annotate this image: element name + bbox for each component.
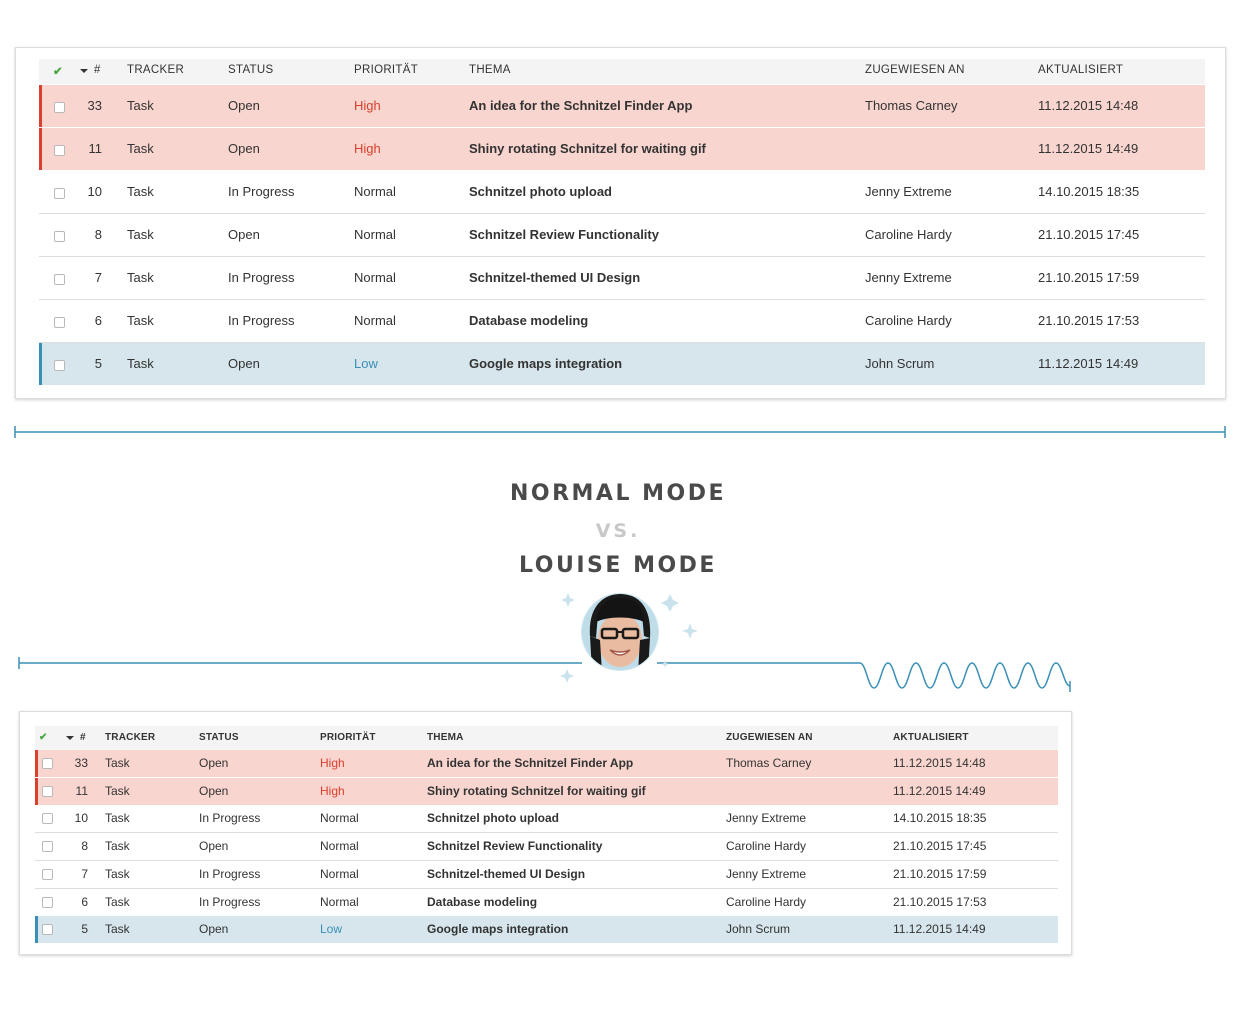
table-row[interactable] bbox=[35, 833, 1058, 861]
issue-tracker: Task bbox=[105, 783, 130, 798]
column-header-status[interactable]: STATUS bbox=[199, 732, 239, 743]
issue-tracker: Task bbox=[105, 811, 130, 826]
issue-updated: 21.10.2015 17:53 bbox=[893, 894, 987, 909]
issue-status: In Progress bbox=[228, 270, 295, 285]
normal-mode-heading: NORMAL MODE bbox=[509, 481, 727, 506]
louise-avatar bbox=[580, 592, 660, 672]
issue-number[interactable]: 5 bbox=[81, 922, 88, 937]
issue-assignee[interactable]: John Scrum bbox=[726, 922, 791, 937]
issue-status: In Progress bbox=[199, 866, 261, 881]
issue-number[interactable]: 8 bbox=[81, 839, 88, 854]
select-all-check-icon[interactable]: ✔ bbox=[39, 732, 48, 743]
issue-assignee[interactable]: Caroline Hardy bbox=[865, 313, 952, 328]
row-checkbox[interactable] bbox=[42, 869, 53, 880]
issue-assignee[interactable]: Jenny Extreme bbox=[726, 811, 807, 826]
issue-assignee[interactable]: Jenny Extreme bbox=[865, 184, 952, 199]
table-row[interactable] bbox=[35, 750, 1058, 777]
table-header bbox=[35, 726, 1058, 750]
issue-priority: Normal bbox=[320, 894, 359, 909]
priority-bar bbox=[35, 778, 38, 805]
column-header-status[interactable]: STATUS bbox=[228, 64, 274, 76]
issue-number[interactable]: 6 bbox=[94, 313, 102, 328]
issue-number[interactable]: 10 bbox=[74, 811, 88, 826]
issue-assignee[interactable]: Caroline Hardy bbox=[726, 894, 807, 909]
issue-updated: 14.10.2015 18:35 bbox=[1038, 184, 1140, 199]
issue-tracker: Task bbox=[127, 141, 154, 156]
issue-priority: High bbox=[320, 783, 345, 798]
row-checkbox[interactable] bbox=[42, 758, 53, 769]
row-checkbox[interactable] bbox=[42, 841, 53, 852]
issue-status: Open bbox=[199, 756, 229, 770]
column-header-priority[interactable]: PRIORITÄT bbox=[354, 64, 419, 76]
issue-status: Open bbox=[199, 839, 229, 854]
issue-subject[interactable]: Schnitzel photo upload bbox=[469, 184, 612, 199]
issue-subject[interactable]: An idea for the Schnitzel Finder App bbox=[469, 98, 693, 113]
issue-number[interactable]: 8 bbox=[94, 227, 102, 242]
issue-tracker: Task bbox=[105, 866, 130, 881]
issue-subject[interactable]: Shiny rotating Schnitzel for waiting gif bbox=[427, 783, 646, 798]
issue-subject[interactable]: Google maps integration bbox=[469, 356, 623, 371]
issue-subject[interactable]: Schnitzel photo upload bbox=[427, 811, 559, 826]
issue-tracker: Task bbox=[127, 98, 154, 113]
issue-status: In Progress bbox=[199, 811, 261, 826]
issue-status: In Progress bbox=[228, 184, 295, 199]
issue-priority: High bbox=[320, 756, 345, 770]
issue-subject[interactable]: Schnitzel Review Functionality bbox=[427, 839, 603, 854]
column-header-subject[interactable]: THEMA bbox=[469, 64, 511, 76]
column-header-number[interactable]: # bbox=[94, 64, 101, 76]
row-checkbox[interactable] bbox=[42, 813, 53, 824]
table-row[interactable] bbox=[35, 889, 1058, 917]
issue-updated: 11.12.2015 14:49 bbox=[1038, 141, 1139, 156]
issue-tracker: Task bbox=[127, 356, 154, 371]
issue-priority: Normal bbox=[354, 184, 396, 199]
issue-number[interactable]: 7 bbox=[94, 270, 102, 285]
issue-priority: Normal bbox=[320, 811, 359, 826]
issue-assignee[interactable]: Thomas Carney bbox=[726, 756, 812, 770]
issue-number[interactable]: 5 bbox=[94, 356, 102, 371]
issue-priority: High bbox=[354, 98, 381, 113]
column-header-subject[interactable]: THEMA bbox=[427, 732, 464, 743]
issue-updated: 21.10.2015 17:59 bbox=[893, 866, 987, 881]
issue-tracker: Task bbox=[127, 270, 154, 285]
issue-subject[interactable]: Schnitzel-themed UI Design bbox=[427, 866, 586, 881]
column-header-priority[interactable]: PRIORITÄT bbox=[320, 732, 376, 743]
issue-updated: 21.10.2015 17:45 bbox=[893, 839, 987, 854]
issue-status: Open bbox=[199, 922, 229, 937]
issue-tracker: Task bbox=[127, 313, 154, 328]
issue-updated: 11.12.2015 14:49 bbox=[893, 783, 986, 798]
issue-updated: 11.12.2015 14:49 bbox=[893, 922, 986, 937]
issue-number[interactable]: 7 bbox=[81, 866, 88, 881]
wave-line bbox=[860, 663, 1070, 688]
issue-priority: Normal bbox=[354, 270, 396, 285]
vs-label: VS. bbox=[595, 520, 641, 542]
issue-subject[interactable]: Schnitzel Review Functionality bbox=[469, 227, 659, 242]
issue-number[interactable]: 11 bbox=[75, 783, 88, 798]
issue-assignee[interactable]: Thomas Carney bbox=[865, 98, 958, 113]
issue-number[interactable]: 11 bbox=[88, 141, 102, 156]
issue-priority: High bbox=[354, 141, 381, 156]
issue-status: In Progress bbox=[199, 894, 261, 909]
table-row[interactable] bbox=[35, 805, 1058, 833]
issue-subject[interactable]: Google maps integration bbox=[427, 922, 569, 937]
issue-status: Open bbox=[199, 783, 229, 798]
column-header-assignee[interactable]: ZUGEWIESEN AN bbox=[726, 732, 813, 743]
issue-updated: 11.12.2015 14:48 bbox=[1038, 98, 1139, 113]
issue-tracker: Task bbox=[127, 227, 154, 242]
row-checkbox[interactable] bbox=[42, 786, 53, 797]
issue-subject[interactable]: An idea for the Schnitzel Finder App bbox=[427, 756, 634, 770]
louise-mode-heading: LOUISE MODE bbox=[519, 553, 717, 578]
issue-priority: Normal bbox=[320, 839, 359, 854]
issue-priority: Normal bbox=[354, 313, 396, 328]
issue-status: Open bbox=[228, 227, 260, 242]
row-checkbox[interactable] bbox=[42, 924, 53, 935]
column-header-tracker[interactable]: TRACKER bbox=[127, 64, 185, 76]
issue-status: Open bbox=[228, 98, 260, 113]
issue-tracker: Task bbox=[105, 756, 130, 770]
issue-status: Open bbox=[228, 141, 260, 156]
select-all-check-icon[interactable]: ✔ bbox=[53, 66, 63, 78]
issue-subject[interactable]: Database modeling bbox=[469, 313, 589, 328]
issue-number[interactable]: 33 bbox=[87, 98, 102, 113]
issue-updated: 11.12.2015 14:49 bbox=[1038, 356, 1139, 371]
issue-status: Open bbox=[228, 356, 260, 371]
table-row[interactable] bbox=[35, 778, 1058, 805]
issue-assignee[interactable]: Caroline Hardy bbox=[726, 839, 807, 854]
issue-assignee[interactable]: Jenny Extreme bbox=[865, 270, 952, 285]
issue-assignee[interactable]: Caroline Hardy bbox=[865, 227, 952, 242]
normal-mode-divider bbox=[0, 0, 1236, 450]
table-row[interactable] bbox=[35, 916, 1058, 943]
column-header-number[interactable]: # bbox=[80, 732, 86, 743]
issue-status: In Progress bbox=[228, 313, 295, 328]
issue-updated: 21.10.2015 17:59 bbox=[1038, 270, 1140, 285]
issue-priority: Normal bbox=[354, 227, 396, 242]
issue-number[interactable]: 33 bbox=[74, 756, 88, 770]
priority-bar bbox=[35, 750, 38, 777]
issue-number[interactable]: 10 bbox=[87, 184, 102, 199]
column-header-updated[interactable]: AKTUALISIERT bbox=[893, 732, 969, 743]
issue-updated: 21.10.2015 17:53 bbox=[1038, 313, 1140, 328]
issue-updated: 21.10.2015 17:45 bbox=[1038, 227, 1140, 242]
issue-priority: Normal bbox=[320, 866, 359, 881]
priority-bar bbox=[35, 916, 38, 943]
column-header-tracker[interactable]: TRACKER bbox=[105, 732, 156, 743]
issue-number[interactable]: 6 bbox=[81, 894, 88, 909]
issue-tracker: Task bbox=[105, 894, 130, 909]
issue-updated: 14.10.2015 18:35 bbox=[893, 811, 987, 826]
row-checkbox[interactable] bbox=[42, 897, 53, 908]
issue-subject[interactable]: Database modeling bbox=[427, 894, 538, 909]
column-header-assignee[interactable]: ZUGEWIESEN AN bbox=[865, 64, 965, 76]
issue-tracker: Task bbox=[127, 184, 154, 199]
issue-subject[interactable]: Schnitzel-themed UI Design bbox=[469, 270, 641, 285]
sort-desc-icon[interactable] bbox=[66, 736, 74, 740]
table-row[interactable] bbox=[35, 861, 1058, 889]
issue-tracker: Task bbox=[105, 922, 130, 937]
issue-priority: Low bbox=[320, 922, 343, 937]
issue-priority: Low bbox=[354, 356, 378, 371]
column-header-updated[interactable]: AKTUALISIERT bbox=[1038, 64, 1124, 76]
issue-updated: 11.12.2015 14:48 bbox=[893, 756, 986, 770]
issue-subject[interactable]: Shiny rotating Schnitzel for waiting gif bbox=[469, 141, 706, 156]
issue-assignee[interactable]: John Scrum bbox=[865, 356, 935, 371]
issue-tracker: Task bbox=[105, 839, 130, 854]
louise-mode-issues-table bbox=[35, 726, 1058, 944]
issue-assignee[interactable]: Jenny Extreme bbox=[726, 866, 807, 881]
